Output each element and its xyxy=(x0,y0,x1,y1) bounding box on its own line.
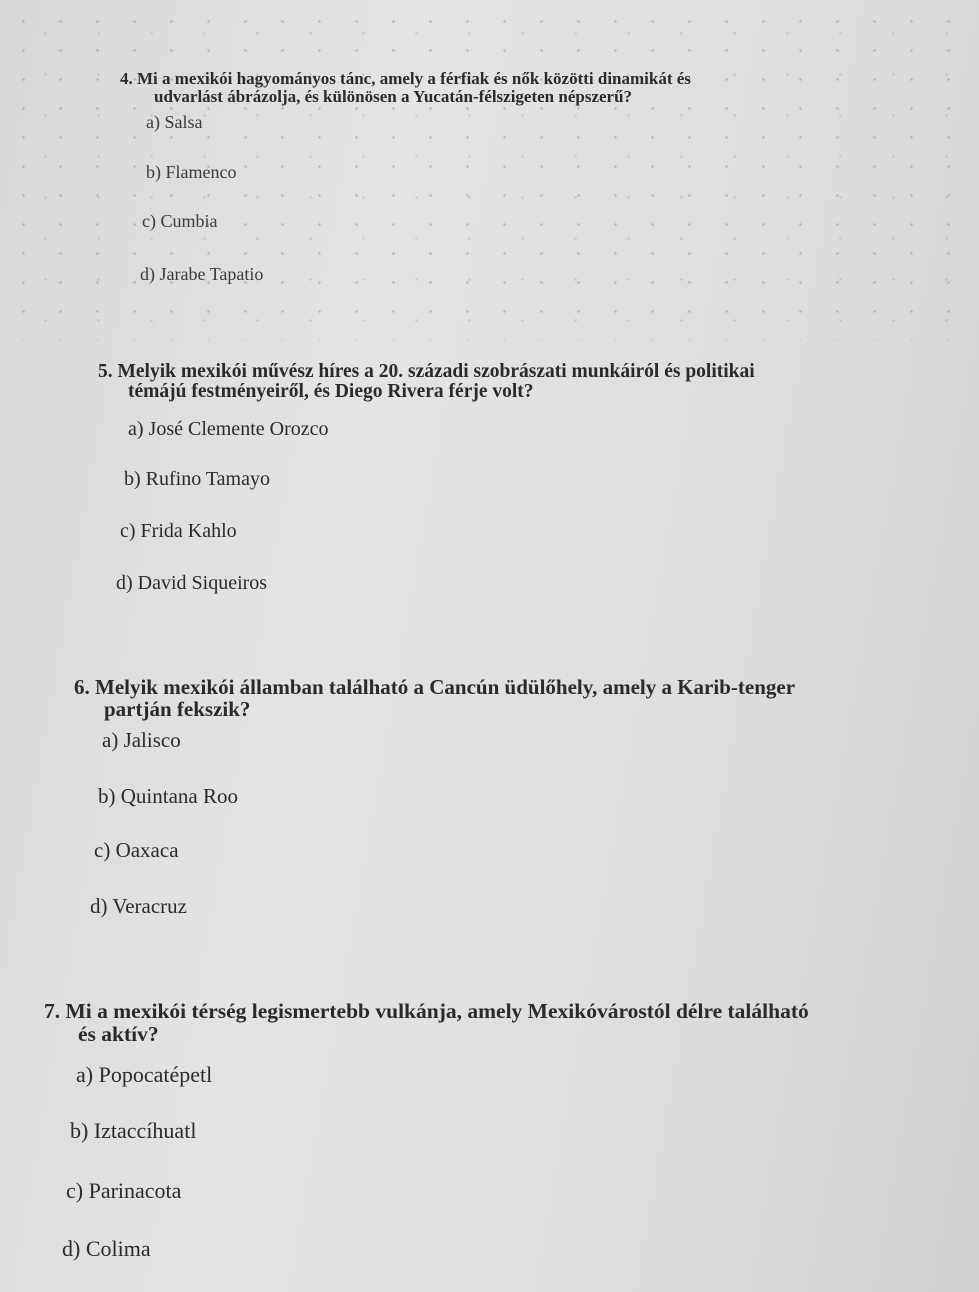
question-5-text xyxy=(98,362,918,403)
question-6 xyxy=(74,675,914,918)
question-5 xyxy=(98,361,918,594)
question-7-option-c[interactable]: c) Parinacota xyxy=(66,1178,182,1203)
question-6-option-b[interactable]: b) Quintana Roo xyxy=(98,784,238,808)
question-4-line-1: 4. Mi a mexikói hagyományos tánc, amely a férfiak és nők közötti dinamikát és xyxy=(120,69,691,88)
question-7-line-1: 7. Mi a mexikói térség legismertebb vulkánja, amely Mexikóvárostól délre található xyxy=(44,999,809,1023)
question-6-option-a[interactable]: a) Jalisco xyxy=(102,728,181,752)
question-5-option-b[interactable]: b) Rufino Tamayo xyxy=(124,468,270,490)
question-7-text xyxy=(44,1000,944,1045)
question-6-line-1: 6. Melyik mexikói államban található a Cancún üdülőhely, amely a Karib-tenger xyxy=(74,675,796,699)
question-7-line-2: és aktív? xyxy=(78,1021,159,1046)
question-6-text xyxy=(74,676,914,720)
question-6-option-d[interactable]: d) Veracruz xyxy=(90,894,187,918)
question-5-option-c[interactable]: c) Frida Kahlo xyxy=(120,520,237,542)
question-7-option-b[interactable]: b) Iztaccíhuatl xyxy=(70,1118,197,1143)
question-4-line-2: udvarlást ábrázolja, és különösen a Yucatán-félszigeten népszerű? xyxy=(154,86,633,106)
question-7-option-d[interactable]: d) Colima xyxy=(62,1236,151,1261)
question-4-option-c[interactable]: c) Cumbia xyxy=(142,211,218,231)
question-7-option-a[interactable]: a) Popocatépetl xyxy=(76,1062,213,1087)
question-5-option-a[interactable]: a) José Clemente Orozco xyxy=(128,418,329,440)
question-5-option-d[interactable]: d) David Siqueiros xyxy=(116,572,268,594)
question-4 xyxy=(120,69,900,284)
question-4-text xyxy=(120,70,900,106)
question-4-option-d[interactable]: d) Jarabe Tapatio xyxy=(140,264,264,284)
question-4-option-b[interactable]: b) Flamenco xyxy=(146,162,237,182)
question-7 xyxy=(44,999,944,1261)
question-5-line-2: témájú festményeiről, és Diego Rivera férje volt? xyxy=(128,381,534,403)
question-5-line-1: 5. Melyik mexikói művész híres a 20. századi szobrászati munkáiról és politikai xyxy=(98,361,755,382)
question-6-option-c[interactable]: c) Oaxaca xyxy=(94,838,179,862)
question-6-line-2: partján fekszik? xyxy=(104,697,251,722)
question-4-option-a[interactable]: a) Salsa xyxy=(146,112,203,132)
